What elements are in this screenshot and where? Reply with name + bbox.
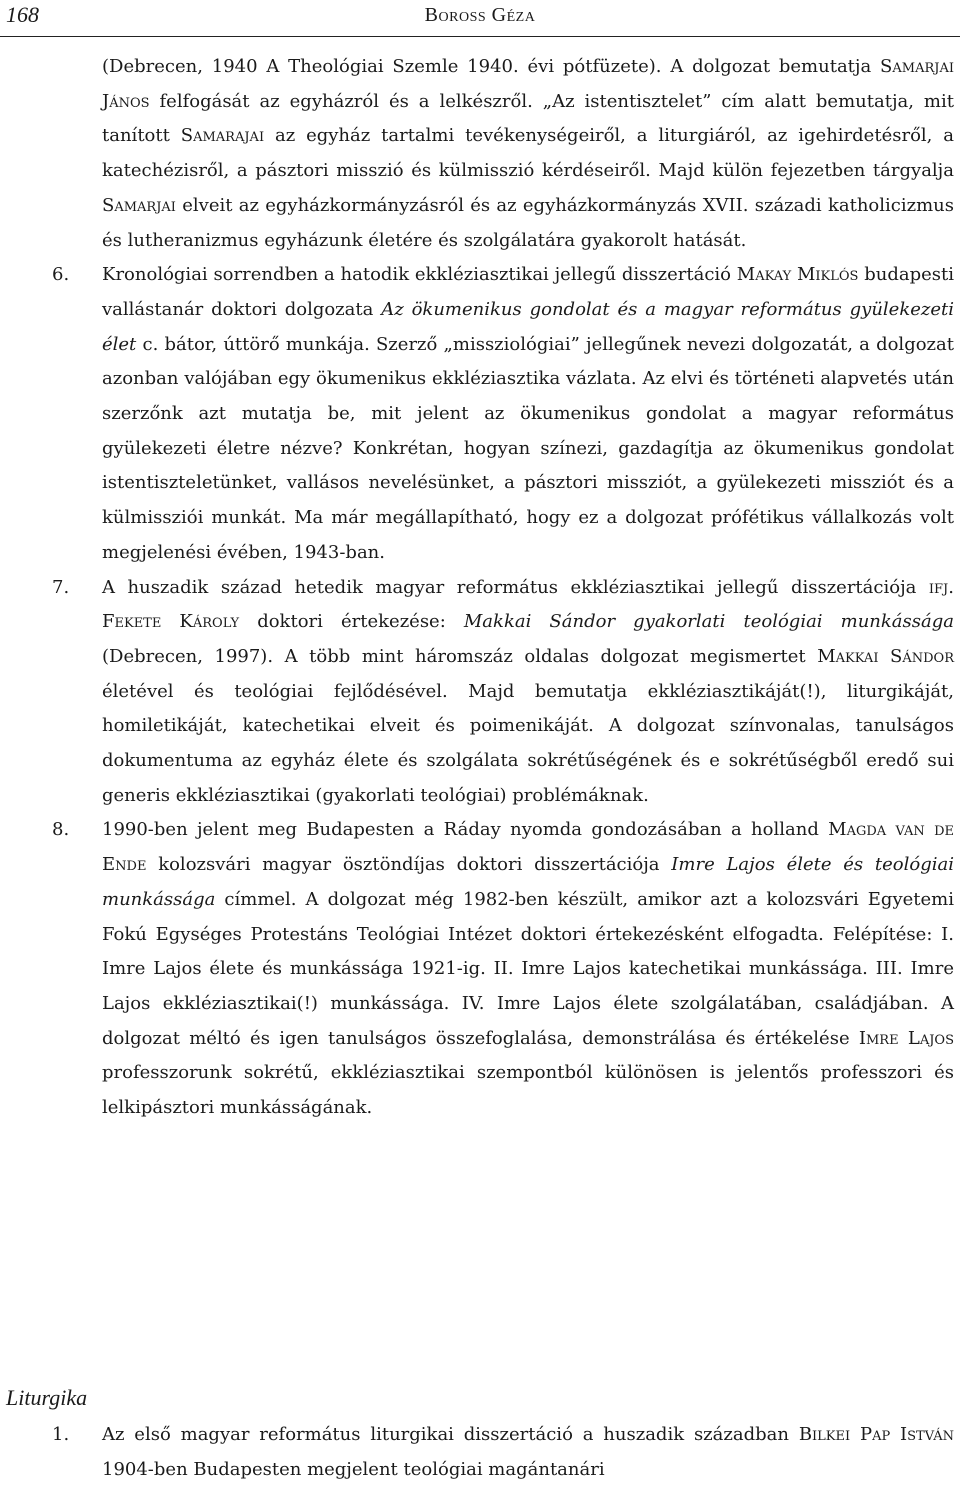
list-item-8: 8. 1990-ben jelent meg Budapesten a Ráday nyomda gondozásában a holland Magda van de Ende kolozsvári magyar ösztöndíjas doktori disszertációja Imre Lajos élete és teológiai munkássága címmel. A dolgozat még 1982-ben készült, amikor azt a kolozsvári Egyetemi Fokú Egységes Protestáns Teológiai Intézet doktori értekezésként elfogadta. Felépítése: I. Imre Lajos élete és munkássága 1921-ig. II. Imre Lajos katechetikai munkássága. III. Imre Lajos ekkléziasztikai(!) munkássága. IV. Imre Lajos élete szolgálatában, családjában. A dolgozat méltó és igen tanulságos összefoglalása, demonstrálása és értékelése Imre Lajos professzorunk sokrétű, ekkléziasztikai szempontból különösen is jelentős professzori és lelkipásztori munkásságának. [102,813,954,1125]
author-name: Bilkei Pap István [798,1424,955,1445]
item-number: 1. [52,1424,70,1445]
author-name: Samarjai János [102,56,954,112]
author-name: Imre Lajos [858,1027,954,1049]
item-number: 6. [52,264,70,286]
item-number: 8. [52,819,70,841]
list-item-6: 6. Kronológiai sorrendben a hatodik ekkléziasztikai jellegű disszertáció Makay Miklós budapesti vallástanár doktori dolgozata Az ökumenikus gondolat és a magyar református gyülekezeti élet c. bátor, úttörő munkája. Szerző „missziológiai” jellegűnek nevezi dolgozatát, a dolgozat azonban valójában egy ökumenikus ekkléziasztika vázlata. Az elvi és történeti alapvetés után szerzőnk azt mutatja be, mit jelent az ökumenikus gondolat a magyar református gyülekezeti életre nézve? Konkrétan, hogyan színezi, gazdagítja az ökumenikus gondolat istentiszteletünket, vallásos nevelésünket, a pásztori missziót, a gyülekezeti missziót és a külmissziói munkát. Ma már megállapítható, hogy ez a dolgozat prófétikus vállalkozás volt megjelenési évében, 1943-ban. [102,258,954,570]
list-item-1: 1. Az első magyar református liturgikai disszertáció a huszadik században Bilkei Pap István 1904-ben Budapesten megjelent teológiai magántanári [102,1418,954,1487]
work-title: Imre Lajos élete és teológiai munkássága [102,854,954,910]
author-name: Samarjai [102,194,176,216]
author-name: Makkai Sándor [817,645,954,667]
item-number: 7. [52,576,70,598]
author-name: ifj. Fekete Károly [102,576,954,633]
work-title: Az ökumenikus gondolat és a magyar református gyülekezeti élet [102,298,955,355]
running-head: Boross Géza [424,4,536,26]
page-header [0,0,960,37]
author-name: Samarajai [180,125,265,147]
intro-paragraph: (Debrecen, 1940 A Theológiai Szemle 1940. évi pótfüzete). A dolgozat bemutatja Samarjai János felfogását az egyházról és a lelkészről. „Az istentisztelet” cím alatt bemutatja, mit tanított Samarajai az egyház tartalmi tevékenységeiről, a liturgiáról, az igehirdetésről, a katechézisről, a pásztori misszió és külmisszió kérdéseiről. Majd külön fejezetben tárgyalja Samarjai elveit az egyházkormányzásról és az egyházkormányzás XVII. századi katholicizmus és lutheranizmus egyházunk életére és szolgálatára gyakorolt hatását. [102,56,955,251]
section-heading: Liturgika [6,1385,88,1410]
liturgika-text [52,1418,955,1487]
main-text [52,50,955,1126]
work-title: Makkai Sándor gyakorlati teológiai munkássága [463,611,955,633]
author-name: Magda van de Ende [102,819,955,876]
author-name: Makay Miklós [736,264,859,286]
list-item-7: 7. A huszadik század hetedik magyar református ekkléziasztikai jellegű disszertációja ifj. Fekete Károly doktori értekezése: Makkai Sándor gyakorlati teológiai munkássága (Debrecen, 1997). A több mint háromszáz oldalas dolgozat megismertet Makkai Sándor életével és teológiai fejlődésével. Majd bemutatja ekkléziasztikáját(!), liturgikáját, homiletikáját, katechetikai elveit és poimenikáját. A dolgozat színvonalas, tanulságos dokumentuma az egyház élete és szolgálata sokrétűségének és e sokrétűségből eredő sui generis ekkléziasztikai (gyakorlati teológiai) problémáknak. [102,571,954,814]
page-number: 168 [6,2,39,27]
